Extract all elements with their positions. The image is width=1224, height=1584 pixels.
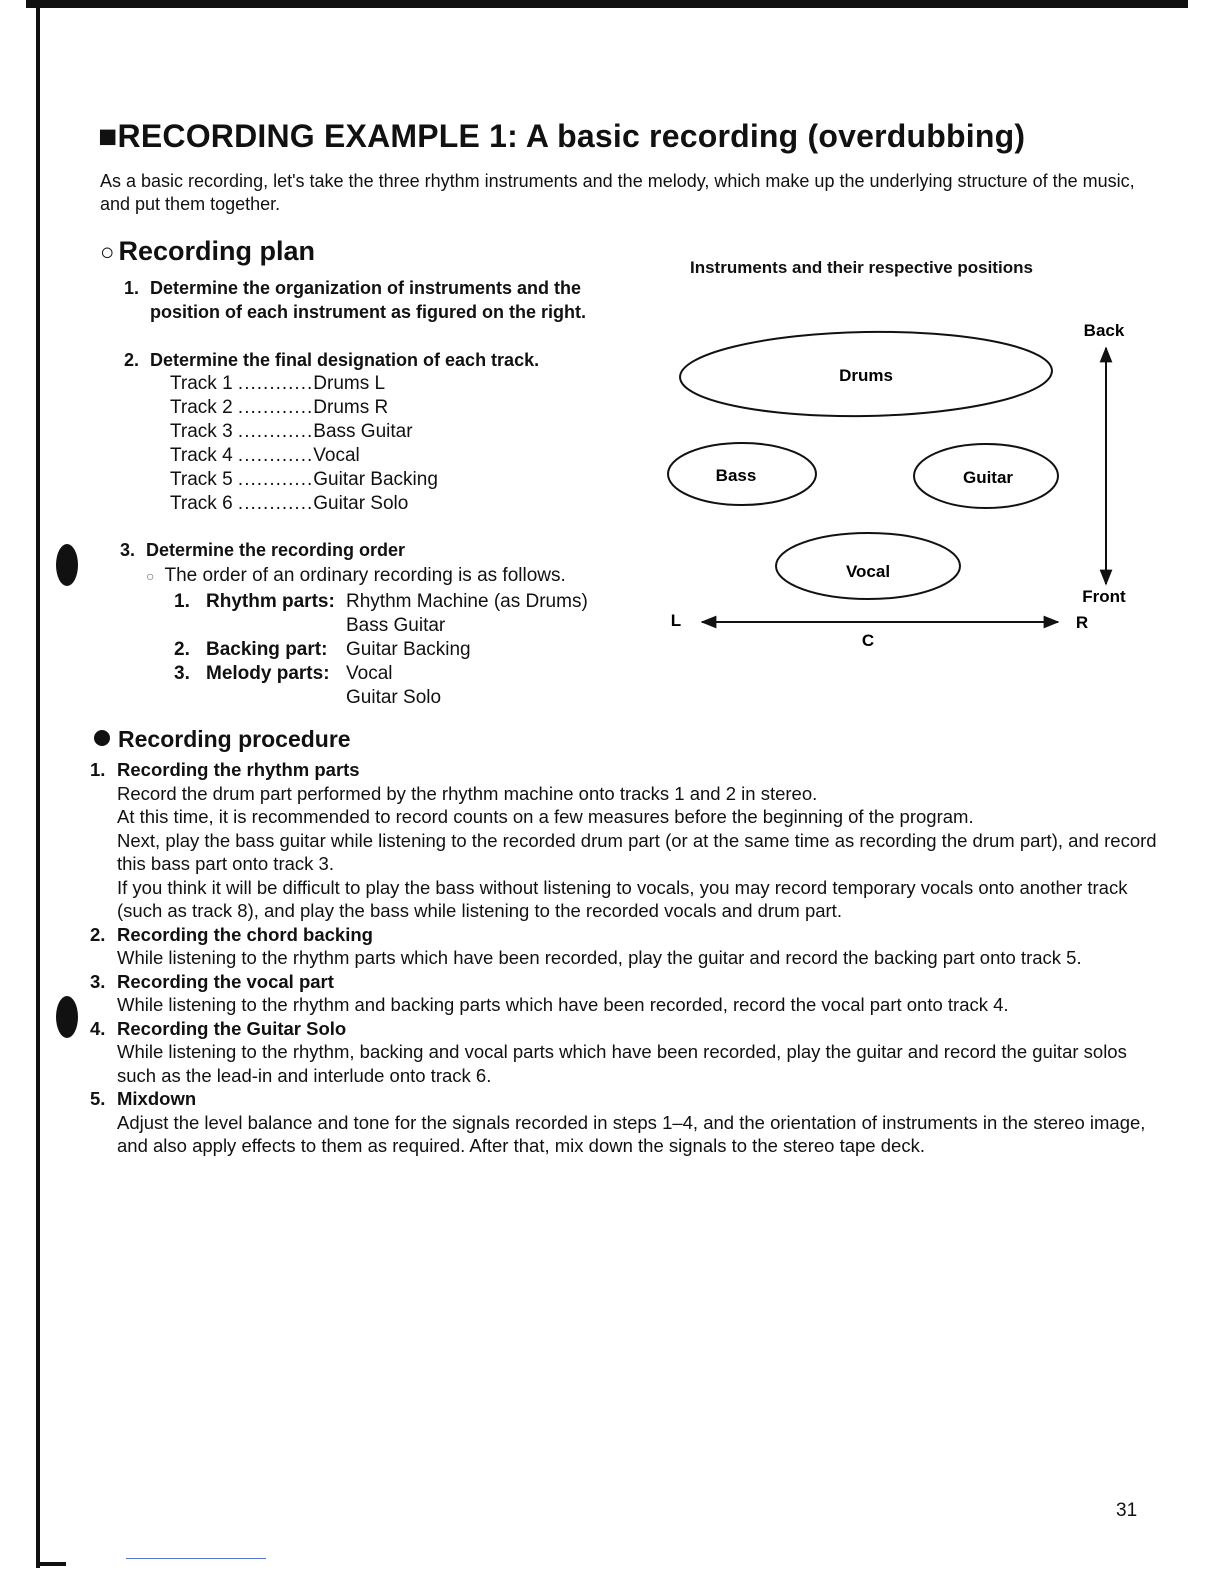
order-item-continued: Bass Guitar xyxy=(346,615,446,636)
top-rule xyxy=(26,0,1188,8)
left-rule-foot xyxy=(36,1562,66,1566)
drums-label: Drums xyxy=(839,366,893,385)
track-row: Track 3 ............Bass Guitar xyxy=(170,421,413,442)
track-row: Track 4 ............Vocal xyxy=(170,445,360,466)
procedure-item: 4. Recording the Guitar Solo While listening to the rhythm, backing and vocal parts which have been recorded, play the guitar and record the guitar solos such as the lead-in and interlude onto track 6. xyxy=(90,1017,1127,1086)
recording-order-list xyxy=(174,590,588,710)
small-circle-icon: ○ xyxy=(146,568,155,584)
order-item-continued: Guitar Solo xyxy=(346,687,442,708)
margin-mark-icon xyxy=(56,996,78,1038)
recording-plan-heading xyxy=(100,236,315,267)
margin-mark-icon xyxy=(56,544,78,586)
footer-line xyxy=(126,1558,266,1559)
procedure-item: 3. Recording the vocal part While listening to the rhythm and backing parts which have been recorded, record the vocal part onto track 4. xyxy=(90,970,1009,1015)
procedure-item: 5. Mixdown Adjust the level balance and tone for the signals recorded in steps 1–4, and the orientation of instruments in the stereo image, and also apply effects to them as required. After that, mix down the signals to the stereo tape deck. xyxy=(90,1088,1146,1156)
order-note: ○ The order of an ordinary recording is as follows. xyxy=(146,565,566,586)
right-label: R xyxy=(1075,613,1089,632)
step-text: Determine the final designation of each track. xyxy=(150,350,540,370)
vocal-label: Vocal xyxy=(845,562,891,581)
step-text-line2: position of each instrument as figured on the right. xyxy=(150,302,587,322)
track-list xyxy=(170,372,438,516)
bass-label: Bass xyxy=(715,466,757,485)
procedure-item: 2. Recording the chord backing While listening to the rhythm parts which have been recorded, play the guitar and record the backing part onto track 5. xyxy=(90,923,1082,968)
step-number: 3. xyxy=(120,540,136,560)
step-text: Determine the organization of instruments and the xyxy=(150,278,582,298)
front-label: Front xyxy=(1082,587,1126,606)
plan-step-3 xyxy=(120,538,405,562)
plan-step-1 xyxy=(124,276,586,324)
step-number: 1. xyxy=(124,278,140,298)
track-row: Track 1 ............Drums L xyxy=(170,373,386,394)
center-label: C xyxy=(861,631,875,650)
diagram-title: Instruments and their respective positions xyxy=(690,258,1033,277)
back-label: Back xyxy=(1083,321,1125,340)
intro-text: As a basic recording, let's take the three rhythm instruments and the melody, which make up the underlying structure of the music, and put them together. xyxy=(100,171,1135,214)
track-row: Track 2 ............Drums R xyxy=(170,397,389,418)
circle-icon: ○ xyxy=(100,239,115,266)
left-label: L xyxy=(670,611,682,630)
guitar-label: Guitar xyxy=(962,468,1014,487)
track-row: Track 6 ............Guitar Solo xyxy=(170,493,409,514)
page-title: ■RECORDING EXAMPLE 1: A basic recording (overdubbing) xyxy=(98,118,1026,154)
procedure-list xyxy=(90,758,1160,1158)
order-item: 3. Melody parts: Vocal xyxy=(174,663,393,684)
track-row: Track 5 ............Guitar Backing xyxy=(170,469,438,490)
step-number: 2. xyxy=(124,350,140,370)
order-item: 2. Backing part: Guitar Backing xyxy=(174,639,471,660)
procedure-item: 1. Recording the rhythm parts Record the drum part performed by the rhythm machine onto tracks 1 and 2 in stereo. At this time, it is recommended to record counts on a few measures before the beginning of the program. Next, play the bass guitar while listening to the recorded drum part (or at the same time as recording the drum part), and record this bass part onto track 3. If you think it will be difficult to play the bass without listening to vocals, you may record temporary vocals onto another track (such as track 8), and play the bass while listening to the recorded vocals and drum part. xyxy=(90,759,1157,921)
page-number: 31 xyxy=(1116,1500,1138,1521)
bullet-icon xyxy=(94,730,110,746)
order-item: 1. Rhythm parts: Rhythm Machine (as Drums) xyxy=(174,591,588,612)
left-binding-rule xyxy=(36,8,40,1568)
instrument-position-diagram xyxy=(640,290,1160,660)
recording-procedure-heading xyxy=(94,726,351,753)
recording-plan-title: Recording plan xyxy=(118,236,316,266)
recording-procedure-title: Recording procedure xyxy=(118,726,351,752)
step-text: Determine the recording order xyxy=(146,540,406,560)
plan-step-2 xyxy=(124,348,539,372)
